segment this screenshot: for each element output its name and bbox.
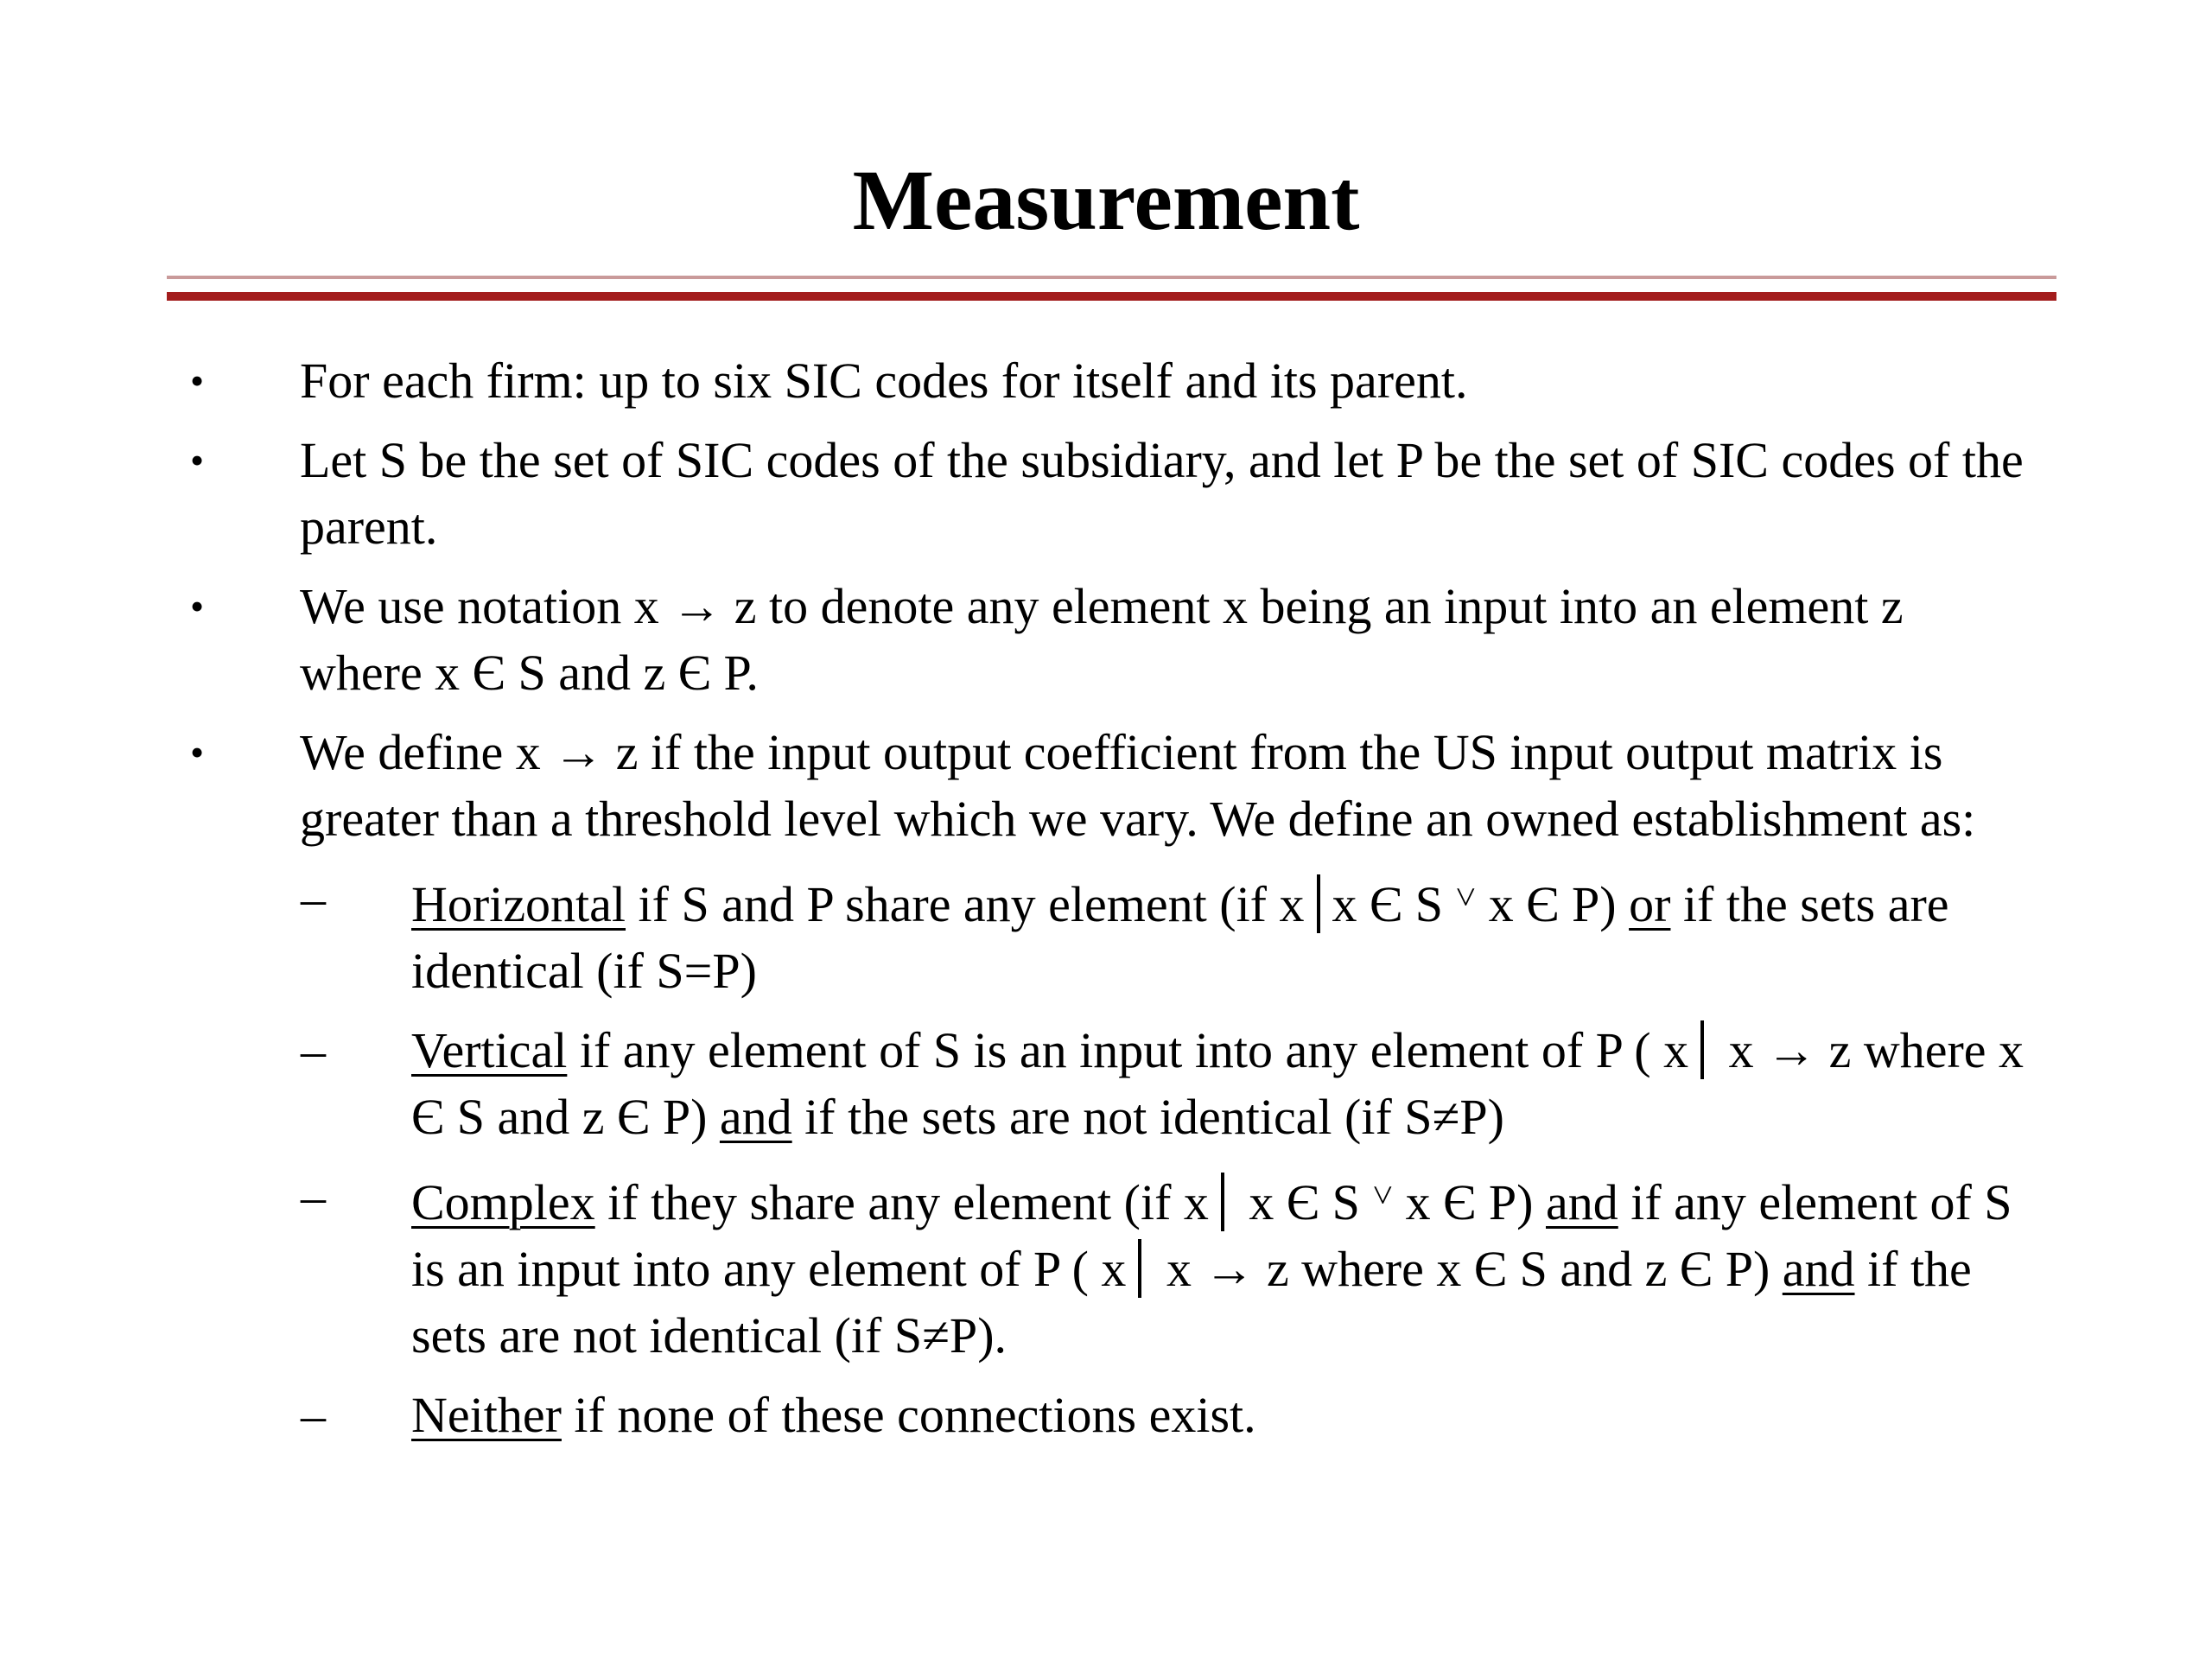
bullet-marker: •	[190, 438, 205, 482]
such-that-bar	[1317, 874, 1320, 933]
title-divider-thick	[167, 292, 2056, 301]
sub-text: if any element of S is an input into any element of P ( x	[411, 1174, 2012, 1297]
sub-text: x → z where x Є S and z Є P)	[411, 1022, 2024, 1145]
bullet-item	[0, 719, 2028, 852]
bullet-item	[0, 573, 2028, 706]
sub-text: if the sets are not identical (if S≠P)	[791, 1089, 1504, 1145]
sub-item-neither	[0, 1382, 2057, 1448]
slide-body	[0, 347, 2212, 1461]
emphasis-and: and	[1782, 1241, 1855, 1297]
term-vertical: Vertical	[411, 1022, 568, 1078]
slide-title: Measurement	[852, 152, 1360, 248]
title-divider-thin	[167, 276, 2056, 279]
sub-item-complex	[0, 1163, 2057, 1369]
such-that-bar	[1700, 1020, 1704, 1079]
sub-text: if the sets are identical (if S=P)	[411, 876, 1949, 999]
sub-text: x Є S	[1332, 876, 1456, 932]
sub-text: if any element of S is an input into any element of P ( x	[567, 1022, 1689, 1078]
bullet-text: Let S be the set of SIC codes of the subsidiary, and let P be the set of SIC codes of the parent.	[300, 432, 2024, 555]
sub-text: x Є S	[1236, 1174, 1373, 1230]
dash-marker: –	[301, 1387, 326, 1443]
sub-text: if they share any element (if x	[594, 1174, 1209, 1230]
emphasis-and: and	[1546, 1174, 1618, 1230]
sub-text: if S and P share any element (if x	[626, 876, 1305, 932]
bullet-marker: •	[190, 359, 205, 403]
bullet-marker: •	[190, 730, 205, 774]
such-that-bar	[1138, 1239, 1141, 1298]
bullet-marker: •	[190, 584, 205, 628]
sub-text: x → z where x Є S and z Є P)	[1154, 1241, 1783, 1297]
sub-text: if the sets are not identical (if S≠P).	[411, 1241, 1972, 1363]
sub-text: x Є P)	[1393, 1174, 1546, 1230]
dash-marker: –	[301, 1022, 326, 1078]
sub-item-vertical	[0, 1017, 2057, 1150]
dash-marker: –	[301, 1168, 326, 1224]
term-horizontal: Horizontal	[411, 876, 626, 932]
bullet-text: We define x → z if the input output coefficient from the US input output matrix is greater than a threshold level which we vary. We define an owned establishment as:	[300, 724, 1976, 847]
term-complex: Complex	[411, 1174, 595, 1230]
or-symbol: ˅	[1372, 1176, 1394, 1216]
dash-marker: –	[301, 870, 326, 926]
emphasis-or: or	[1629, 876, 1671, 932]
such-that-bar	[1221, 1173, 1224, 1231]
sub-text: if none of these connections exist.	[561, 1387, 1256, 1443]
emphasis-and: and	[719, 1089, 792, 1145]
bullet-item	[0, 427, 2028, 560]
sub-item-horizontal	[0, 865, 2057, 1004]
bullet-item	[0, 347, 2028, 414]
term-neither: Neither	[411, 1387, 562, 1443]
or-symbol: ˅	[1455, 878, 1477, 918]
bullet-text: We use notation x → z to denote any element x being an input into an element z where x Є S and z Є P.	[300, 578, 1904, 701]
bullet-text: For each firm: up to six SIC codes for itself and its parent.	[300, 353, 1468, 409]
sub-text: x Є P)	[1476, 876, 1630, 932]
